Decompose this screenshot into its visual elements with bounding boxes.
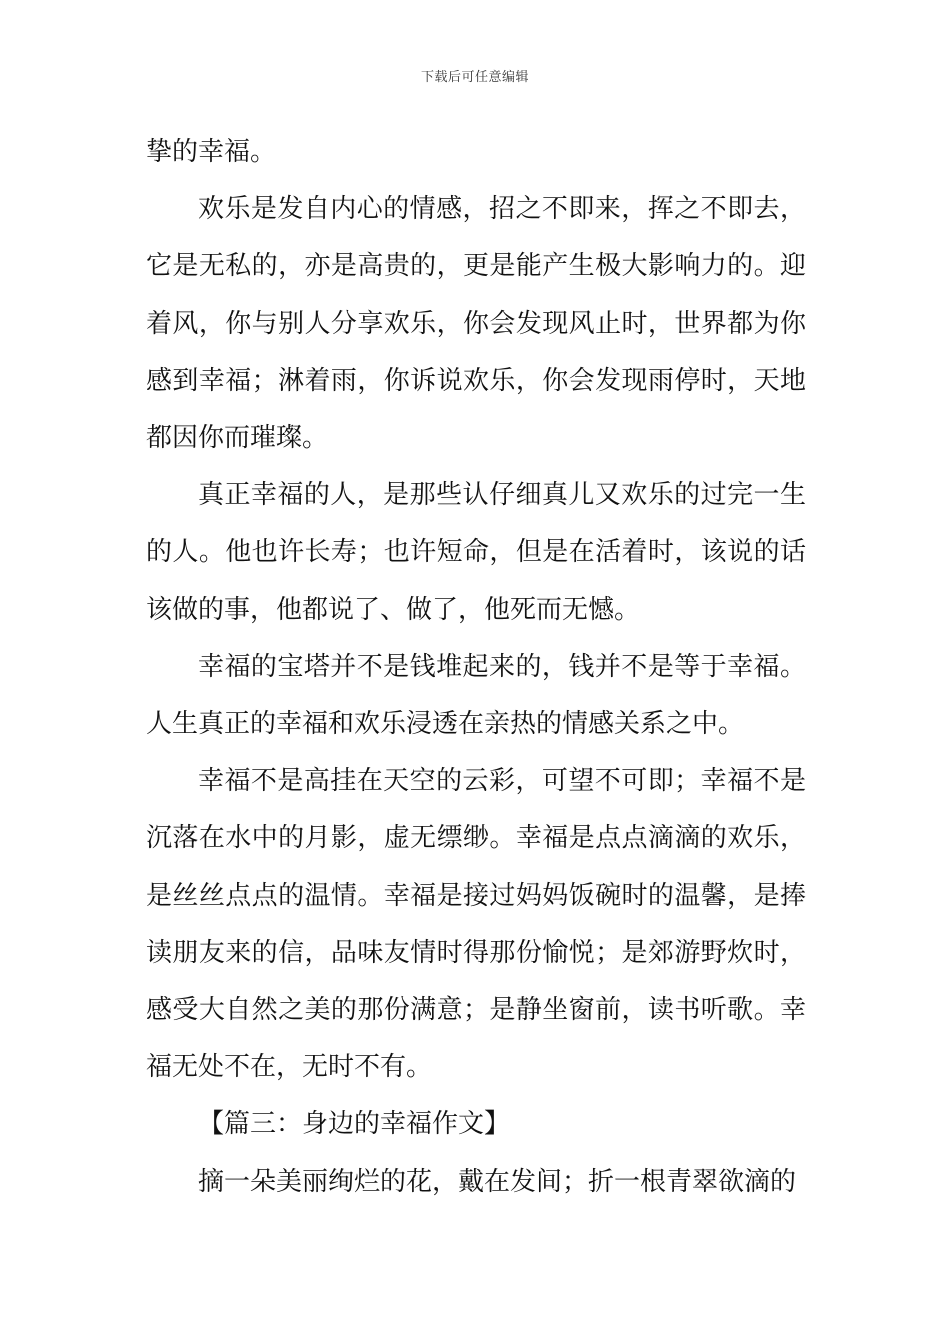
paragraph-6: 摘一朵美丽绚烂的花，戴在发间；折一根青翠欲滴的 <box>198 1166 797 1197</box>
page-header: 下载后可任意编辑 <box>420 70 529 85</box>
paragraph-1: 挚的幸福。 <box>146 137 277 167</box>
section-heading: 【篇三：身边的幸福作文】 <box>198 1109 511 1140</box>
paragraph-4: 幸福的宝塔并不是钱堆起来的，钱并不是等于幸福。人生真正的幸福和欢乐浸透在亲热的情感关系之中。 <box>146 651 806 740</box>
document-body <box>146 124 806 1211</box>
paragraph-3: 真正幸福的人，是那些认仔细真儿又欢乐的过完一生的人。他也许长寿；也许短命，但是在活着时，该说的话该做的事，他都说了、做了，他死而无憾。 <box>146 480 806 625</box>
paragraph-5: 幸福不是高挂在天空的云彩，可望不可即；幸福不是沉落在水中的月影，虚无缥缈。幸福是点点滴滴的欢乐，是丝丝点点的温情。幸福是接过妈妈饭碗时的温馨，是捧读朋友来的信，品味友情时得那份愉悦；是郊游野炊时，感受大自然之美的那份满意；是静坐窗前，读书听歌。幸福无处不在，无时不有。 <box>146 766 806 1083</box>
paragraph-2: 欢乐是发自内心的情感，招之不即来，挥之不即去，它是无私的，亦是高贵的，更是能产生极大影响力的。迎着风，你与别人分享欢乐，你会发现风止时，世界都为你感到幸福；淋着雨，你诉说欢乐，你会发现雨停时，天地都因你而璀璨。 <box>146 194 806 454</box>
